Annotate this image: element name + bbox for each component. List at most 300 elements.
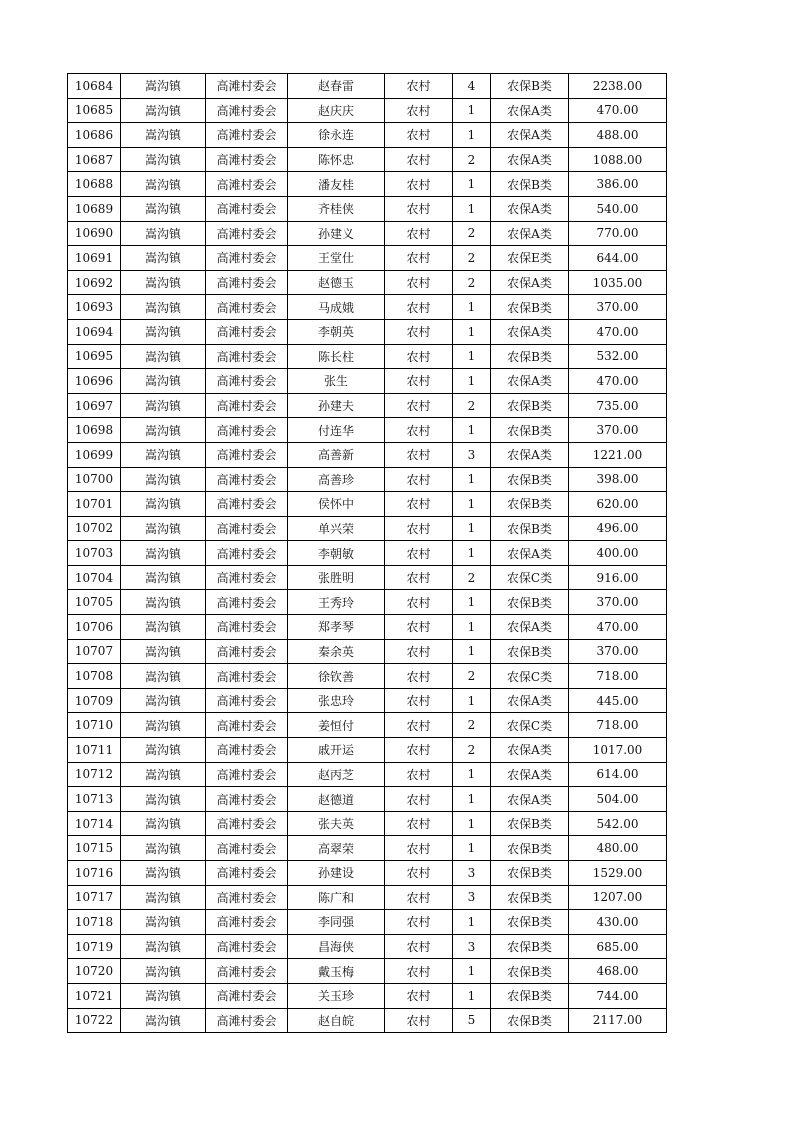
amount-cell: 370.00	[569, 418, 667, 443]
insurance-category-cell: 农保B类	[491, 393, 569, 418]
village-committee-cell: 高滩村委会	[206, 393, 288, 418]
town-cell: 嵩沟镇	[121, 934, 206, 959]
household-count-cell: 2	[453, 270, 491, 295]
amount-cell: 370.00	[569, 639, 667, 664]
area-type-cell: 农村	[385, 418, 453, 443]
amount-cell: 718.00	[569, 664, 667, 689]
name-cell: 戴玉梅	[288, 959, 385, 984]
amount-cell: 735.00	[569, 393, 667, 418]
table-row	[68, 762, 667, 787]
amount-cell: 470.00	[569, 98, 667, 123]
village-committee-cell: 高滩村委会	[206, 565, 288, 590]
name-cell: 姜恒付	[288, 713, 385, 738]
insurance-category-cell: 农保E类	[491, 246, 569, 271]
village-committee-cell: 高滩村委会	[206, 74, 288, 99]
table-row	[68, 541, 667, 566]
insurance-category-cell: 农保A类	[491, 541, 569, 566]
area-type-cell: 农村	[385, 442, 453, 467]
table-row	[68, 418, 667, 443]
household-count-cell: 2	[453, 147, 491, 172]
insurance-category-cell: 农保A类	[491, 787, 569, 812]
household-count-cell: 5	[453, 1008, 491, 1033]
area-type-cell: 农村	[385, 934, 453, 959]
record-id-cell: 10689	[68, 196, 121, 221]
amount-cell: 916.00	[569, 565, 667, 590]
household-count-cell: 2	[453, 246, 491, 271]
record-id-cell: 10704	[68, 565, 121, 590]
table-row	[68, 147, 667, 172]
town-cell: 嵩沟镇	[121, 959, 206, 984]
insurance-category-cell: 农保A类	[491, 123, 569, 148]
name-cell: 孙建义	[288, 221, 385, 246]
household-count-cell: 3	[453, 442, 491, 467]
village-committee-cell: 高滩村委会	[206, 418, 288, 443]
record-id-cell: 10697	[68, 393, 121, 418]
insurance-category-cell: 农保C类	[491, 664, 569, 689]
amount-cell: 770.00	[569, 221, 667, 246]
area-type-cell: 农村	[385, 836, 453, 861]
record-id-cell: 10688	[68, 172, 121, 197]
amount-cell: 445.00	[569, 688, 667, 713]
amount-cell: 496.00	[569, 516, 667, 541]
name-cell: 高善珍	[288, 467, 385, 492]
village-committee-cell: 高滩村委会	[206, 98, 288, 123]
household-count-cell: 1	[453, 541, 491, 566]
town-cell: 嵩沟镇	[121, 861, 206, 886]
village-committee-cell: 高滩村委会	[206, 910, 288, 935]
town-cell: 嵩沟镇	[121, 369, 206, 394]
record-id-cell: 10687	[68, 147, 121, 172]
village-committee-cell: 高滩村委会	[206, 688, 288, 713]
insurance-category-cell: 农保B类	[491, 295, 569, 320]
household-count-cell: 1	[453, 369, 491, 394]
town-cell: 嵩沟镇	[121, 393, 206, 418]
insurance-category-cell: 农保A类	[491, 221, 569, 246]
insurance-category-cell: 农保A类	[491, 98, 569, 123]
area-type-cell: 农村	[385, 74, 453, 99]
table-row	[68, 738, 667, 763]
village-committee-cell: 高滩村委会	[206, 344, 288, 369]
record-id-cell: 10708	[68, 664, 121, 689]
town-cell: 嵩沟镇	[121, 418, 206, 443]
household-count-cell: 2	[453, 393, 491, 418]
town-cell: 嵩沟镇	[121, 787, 206, 812]
village-committee-cell: 高滩村委会	[206, 295, 288, 320]
area-type-cell: 农村	[385, 885, 453, 910]
table-row	[68, 565, 667, 590]
record-id-cell: 10702	[68, 516, 121, 541]
table-row	[68, 393, 667, 418]
table-row	[68, 1008, 667, 1033]
name-cell: 张胜明	[288, 565, 385, 590]
name-cell: 赵庆庆	[288, 98, 385, 123]
record-id-cell: 10701	[68, 492, 121, 517]
name-cell: 侯怀中	[288, 492, 385, 517]
record-id-cell: 10691	[68, 246, 121, 271]
insurance-category-cell: 农保B类	[491, 983, 569, 1008]
area-type-cell: 农村	[385, 861, 453, 886]
name-cell: 高善新	[288, 442, 385, 467]
town-cell: 嵩沟镇	[121, 344, 206, 369]
amount-cell: 470.00	[569, 369, 667, 394]
household-count-cell: 1	[453, 516, 491, 541]
insurance-category-cell: 农保B类	[491, 172, 569, 197]
area-type-cell: 农村	[385, 492, 453, 517]
name-cell: 赵丙芝	[288, 762, 385, 787]
name-cell: 王秀玲	[288, 590, 385, 615]
household-count-cell: 1	[453, 123, 491, 148]
village-committee-cell: 高滩村委会	[206, 590, 288, 615]
record-id-cell: 10720	[68, 959, 121, 984]
record-id-cell: 10686	[68, 123, 121, 148]
village-committee-cell: 高滩村委会	[206, 738, 288, 763]
name-cell: 陈怀忠	[288, 147, 385, 172]
amount-cell: 398.00	[569, 467, 667, 492]
village-committee-cell: 高滩村委会	[206, 811, 288, 836]
name-cell: 张忠玲	[288, 688, 385, 713]
name-cell: 昌海侠	[288, 934, 385, 959]
name-cell: 孙建夫	[288, 393, 385, 418]
insurance-category-cell: 农保B类	[491, 861, 569, 886]
village-committee-cell: 高滩村委会	[206, 836, 288, 861]
name-cell: 李朝英	[288, 319, 385, 344]
amount-cell: 470.00	[569, 319, 667, 344]
insurance-category-cell: 农保B类	[491, 811, 569, 836]
insurance-category-cell: 农保B类	[491, 934, 569, 959]
village-committee-cell: 高滩村委会	[206, 713, 288, 738]
village-committee-cell: 高滩村委会	[206, 123, 288, 148]
table-row	[68, 74, 667, 99]
area-type-cell: 农村	[385, 811, 453, 836]
household-count-cell: 1	[453, 295, 491, 320]
area-type-cell: 农村	[385, 246, 453, 271]
household-count-cell: 1	[453, 418, 491, 443]
amount-cell: 470.00	[569, 615, 667, 640]
table-row	[68, 295, 667, 320]
table-body	[68, 74, 667, 1033]
amount-cell: 370.00	[569, 295, 667, 320]
insurance-category-cell: 农保B类	[491, 492, 569, 517]
town-cell: 嵩沟镇	[121, 74, 206, 99]
insurance-category-cell: 农保C类	[491, 565, 569, 590]
amount-cell: 644.00	[569, 246, 667, 271]
town-cell: 嵩沟镇	[121, 492, 206, 517]
town-cell: 嵩沟镇	[121, 565, 206, 590]
amount-cell: 620.00	[569, 492, 667, 517]
name-cell: 李同强	[288, 910, 385, 935]
village-committee-cell: 高滩村委会	[206, 861, 288, 886]
household-count-cell: 2	[453, 664, 491, 689]
amount-cell: 1035.00	[569, 270, 667, 295]
table-row	[68, 836, 667, 861]
town-cell: 嵩沟镇	[121, 688, 206, 713]
amount-cell: 480.00	[569, 836, 667, 861]
name-cell: 王堂仕	[288, 246, 385, 271]
household-count-cell: 1	[453, 98, 491, 123]
amount-cell: 1207.00	[569, 885, 667, 910]
area-type-cell: 农村	[385, 541, 453, 566]
area-type-cell: 农村	[385, 787, 453, 812]
insurance-category-cell: 农保B类	[491, 467, 569, 492]
area-type-cell: 农村	[385, 98, 453, 123]
village-committee-cell: 高滩村委会	[206, 516, 288, 541]
area-type-cell: 农村	[385, 565, 453, 590]
area-type-cell: 农村	[385, 147, 453, 172]
town-cell: 嵩沟镇	[121, 270, 206, 295]
town-cell: 嵩沟镇	[121, 442, 206, 467]
record-id-cell: 10690	[68, 221, 121, 246]
town-cell: 嵩沟镇	[121, 172, 206, 197]
name-cell: 李朝敏	[288, 541, 385, 566]
table-row	[68, 934, 667, 959]
village-committee-cell: 高滩村委会	[206, 959, 288, 984]
amount-cell: 2238.00	[569, 74, 667, 99]
area-type-cell: 农村	[385, 196, 453, 221]
town-cell: 嵩沟镇	[121, 615, 206, 640]
household-count-cell: 1	[453, 639, 491, 664]
amount-cell: 1088.00	[569, 147, 667, 172]
area-type-cell: 农村	[385, 270, 453, 295]
name-cell: 张夫英	[288, 811, 385, 836]
insurance-category-cell: 农保A类	[491, 319, 569, 344]
town-cell: 嵩沟镇	[121, 885, 206, 910]
village-committee-cell: 高滩村委会	[206, 246, 288, 271]
amount-cell: 540.00	[569, 196, 667, 221]
table-row	[68, 369, 667, 394]
name-cell: 付连华	[288, 418, 385, 443]
town-cell: 嵩沟镇	[121, 1008, 206, 1033]
record-id-cell: 10700	[68, 467, 121, 492]
town-cell: 嵩沟镇	[121, 713, 206, 738]
village-committee-cell: 高滩村委会	[206, 196, 288, 221]
record-id-cell: 10692	[68, 270, 121, 295]
area-type-cell: 农村	[385, 615, 453, 640]
household-count-cell: 1	[453, 811, 491, 836]
record-id-cell: 10715	[68, 836, 121, 861]
table-row	[68, 196, 667, 221]
household-count-cell: 1	[453, 836, 491, 861]
household-count-cell: 1	[453, 959, 491, 984]
record-id-cell: 10711	[68, 738, 121, 763]
area-type-cell: 农村	[385, 959, 453, 984]
village-committee-cell: 高滩村委会	[206, 172, 288, 197]
household-count-cell: 3	[453, 885, 491, 910]
table-row	[68, 98, 667, 123]
table-row	[68, 713, 667, 738]
table-row	[68, 688, 667, 713]
household-count-cell: 1	[453, 492, 491, 517]
town-cell: 嵩沟镇	[121, 836, 206, 861]
household-count-cell: 1	[453, 910, 491, 935]
table-row	[68, 467, 667, 492]
table-row	[68, 615, 667, 640]
household-count-cell: 2	[453, 565, 491, 590]
name-cell: 陈长柱	[288, 344, 385, 369]
area-type-cell: 农村	[385, 221, 453, 246]
town-cell: 嵩沟镇	[121, 246, 206, 271]
record-id-cell: 10694	[68, 319, 121, 344]
record-id-cell: 10718	[68, 910, 121, 935]
village-committee-cell: 高滩村委会	[206, 787, 288, 812]
name-cell: 赵德道	[288, 787, 385, 812]
amount-cell: 504.00	[569, 787, 667, 812]
area-type-cell: 农村	[385, 910, 453, 935]
name-cell: 齐桂侠	[288, 196, 385, 221]
area-type-cell: 农村	[385, 983, 453, 1008]
amount-cell: 386.00	[569, 172, 667, 197]
amount-cell: 488.00	[569, 123, 667, 148]
insurance-category-cell: 农保B类	[491, 1008, 569, 1033]
area-type-cell: 农村	[385, 688, 453, 713]
record-id-cell: 10710	[68, 713, 121, 738]
household-count-cell: 1	[453, 319, 491, 344]
table-row	[68, 983, 667, 1008]
table-row	[68, 910, 667, 935]
amount-cell: 1529.00	[569, 861, 667, 886]
table-row	[68, 492, 667, 517]
area-type-cell: 农村	[385, 467, 453, 492]
village-committee-cell: 高滩村委会	[206, 319, 288, 344]
name-cell: 郑孝琴	[288, 615, 385, 640]
household-count-cell: 2	[453, 713, 491, 738]
table-row	[68, 664, 667, 689]
town-cell: 嵩沟镇	[121, 762, 206, 787]
household-count-cell: 1	[453, 787, 491, 812]
insurance-category-cell: 农保A类	[491, 615, 569, 640]
household-count-cell: 1	[453, 615, 491, 640]
table-row	[68, 270, 667, 295]
record-id-cell: 10717	[68, 885, 121, 910]
insurance-category-cell: 农保B类	[491, 590, 569, 615]
record-id-cell: 10707	[68, 639, 121, 664]
village-committee-cell: 高滩村委会	[206, 762, 288, 787]
name-cell: 徐永连	[288, 123, 385, 148]
area-type-cell: 农村	[385, 295, 453, 320]
name-cell: 高翠荣	[288, 836, 385, 861]
name-cell: 陈广和	[288, 885, 385, 910]
table-row	[68, 787, 667, 812]
insurance-category-cell: 农保A类	[491, 688, 569, 713]
town-cell: 嵩沟镇	[121, 221, 206, 246]
table-row	[68, 344, 667, 369]
amount-cell: 370.00	[569, 590, 667, 615]
table-row	[68, 221, 667, 246]
record-id-cell: 10696	[68, 369, 121, 394]
table-row	[68, 861, 667, 886]
table-row	[68, 442, 667, 467]
village-committee-cell: 高滩村委会	[206, 442, 288, 467]
record-id-cell: 10721	[68, 983, 121, 1008]
town-cell: 嵩沟镇	[121, 983, 206, 1008]
amount-cell: 744.00	[569, 983, 667, 1008]
household-count-cell: 1	[453, 196, 491, 221]
name-cell: 潘友桂	[288, 172, 385, 197]
amount-cell: 1017.00	[569, 738, 667, 763]
amount-cell: 542.00	[569, 811, 667, 836]
amount-cell: 532.00	[569, 344, 667, 369]
table-row	[68, 590, 667, 615]
record-id-cell: 10699	[68, 442, 121, 467]
record-id-cell: 10693	[68, 295, 121, 320]
area-type-cell: 农村	[385, 762, 453, 787]
town-cell: 嵩沟镇	[121, 664, 206, 689]
name-cell: 戚开运	[288, 738, 385, 763]
name-cell: 关玉珍	[288, 983, 385, 1008]
name-cell: 马成娥	[288, 295, 385, 320]
record-id-cell: 10716	[68, 861, 121, 886]
village-committee-cell: 高滩村委会	[206, 492, 288, 517]
name-cell: 单兴荣	[288, 516, 385, 541]
insurance-category-cell: 农保B类	[491, 516, 569, 541]
table-row	[68, 811, 667, 836]
household-count-cell: 1	[453, 172, 491, 197]
area-type-cell: 农村	[385, 123, 453, 148]
village-committee-cell: 高滩村委会	[206, 467, 288, 492]
amount-cell: 468.00	[569, 959, 667, 984]
amount-cell: 400.00	[569, 541, 667, 566]
record-id-cell: 10709	[68, 688, 121, 713]
town-cell: 嵩沟镇	[121, 467, 206, 492]
village-committee-cell: 高滩村委会	[206, 885, 288, 910]
record-id-cell: 10722	[68, 1008, 121, 1033]
village-committee-cell: 高滩村委会	[206, 369, 288, 394]
insurance-category-cell: 农保B类	[491, 836, 569, 861]
record-id-cell: 10684	[68, 74, 121, 99]
town-cell: 嵩沟镇	[121, 196, 206, 221]
town-cell: 嵩沟镇	[121, 590, 206, 615]
village-committee-cell: 高滩村委会	[206, 541, 288, 566]
record-id-cell: 10712	[68, 762, 121, 787]
household-count-cell: 3	[453, 934, 491, 959]
record-id-cell: 10703	[68, 541, 121, 566]
village-committee-cell: 高滩村委会	[206, 1008, 288, 1033]
insurance-category-cell: 农保B类	[491, 959, 569, 984]
amount-cell: 430.00	[569, 910, 667, 935]
table-row	[68, 123, 667, 148]
insurance-category-cell: 农保A类	[491, 147, 569, 172]
name-cell: 张生	[288, 369, 385, 394]
area-type-cell: 农村	[385, 172, 453, 197]
insurance-category-cell: 农保A类	[491, 442, 569, 467]
amount-cell: 614.00	[569, 762, 667, 787]
insurance-category-cell: 农保B类	[491, 344, 569, 369]
area-type-cell: 农村	[385, 713, 453, 738]
insurance-category-cell: 农保B类	[491, 885, 569, 910]
record-id-cell: 10713	[68, 787, 121, 812]
area-type-cell: 农村	[385, 639, 453, 664]
record-id-cell: 10698	[68, 418, 121, 443]
town-cell: 嵩沟镇	[121, 295, 206, 320]
record-id-cell: 10685	[68, 98, 121, 123]
amount-cell: 1221.00	[569, 442, 667, 467]
town-cell: 嵩沟镇	[121, 639, 206, 664]
record-id-cell: 10714	[68, 811, 121, 836]
area-type-cell: 农村	[385, 664, 453, 689]
village-committee-cell: 高滩村委会	[206, 934, 288, 959]
record-id-cell: 10706	[68, 615, 121, 640]
area-type-cell: 农村	[385, 369, 453, 394]
insurance-category-cell: 农保B类	[491, 910, 569, 935]
amount-cell: 2117.00	[569, 1008, 667, 1033]
insurance-category-cell: 农保A类	[491, 196, 569, 221]
town-cell: 嵩沟镇	[121, 98, 206, 123]
household-count-cell: 1	[453, 467, 491, 492]
table-row	[68, 319, 667, 344]
household-count-cell: 2	[453, 221, 491, 246]
village-committee-cell: 高滩村委会	[206, 615, 288, 640]
household-count-cell: 2	[453, 738, 491, 763]
record-id-cell: 10705	[68, 590, 121, 615]
